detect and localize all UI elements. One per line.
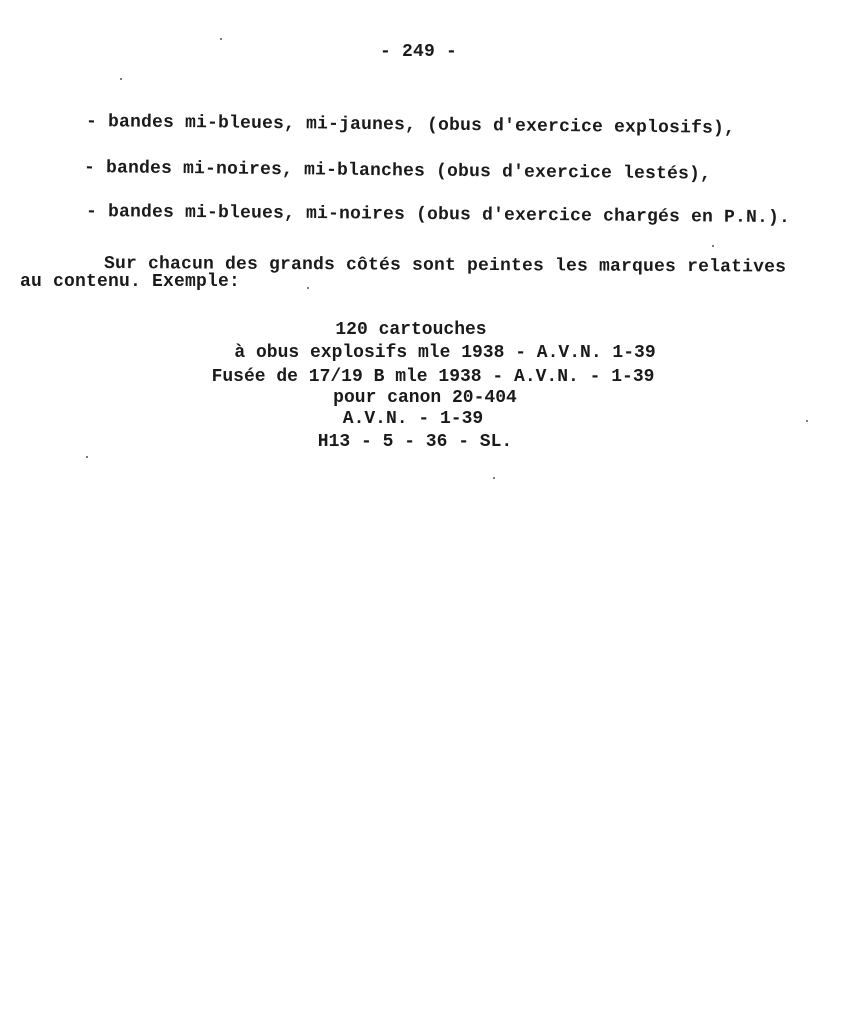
example-line-3: Fusée de 17/19 B mle 1938 - A.V.N. - 1-39	[211, 367, 655, 387]
example-line-4: pour canon 20-404	[333, 388, 517, 408]
example-line-5: A.V.N. - 1-39	[342, 409, 484, 429]
scan-speck	[806, 420, 808, 422]
scan-speck	[220, 38, 222, 40]
example-line-6: H13 - 5 - 36 - SL.	[317, 432, 513, 452]
scan-speck	[307, 287, 309, 289]
page-number: - 249 -	[380, 42, 458, 62]
scan-speck	[120, 78, 122, 80]
example-line-2: à obus explosifs mle 1938 - A.V.N. 1-39	[234, 343, 656, 363]
example-line-1: 120 cartouches	[335, 320, 487, 340]
band-item-2: - bandes mi-noires, mi-blanches (obus d'exercice lestés),	[83, 158, 712, 185]
paragraph-line-1: Sur chacun des grands côtés sont peintes les marques relatives	[103, 254, 787, 278]
scan-speck	[493, 477, 495, 479]
paragraph-line-2: au contenu. Exemple:	[20, 272, 241, 292]
band-item-3: - bandes mi-bleues, mi-noires (obus d'exercice chargés en P.N.).	[85, 202, 791, 229]
scan-speck	[86, 456, 88, 458]
scan-speck	[712, 245, 714, 247]
band-item-1: - bandes mi-bleues, mi-jaunes, (obus d'exercice explosifs),	[85, 112, 736, 139]
